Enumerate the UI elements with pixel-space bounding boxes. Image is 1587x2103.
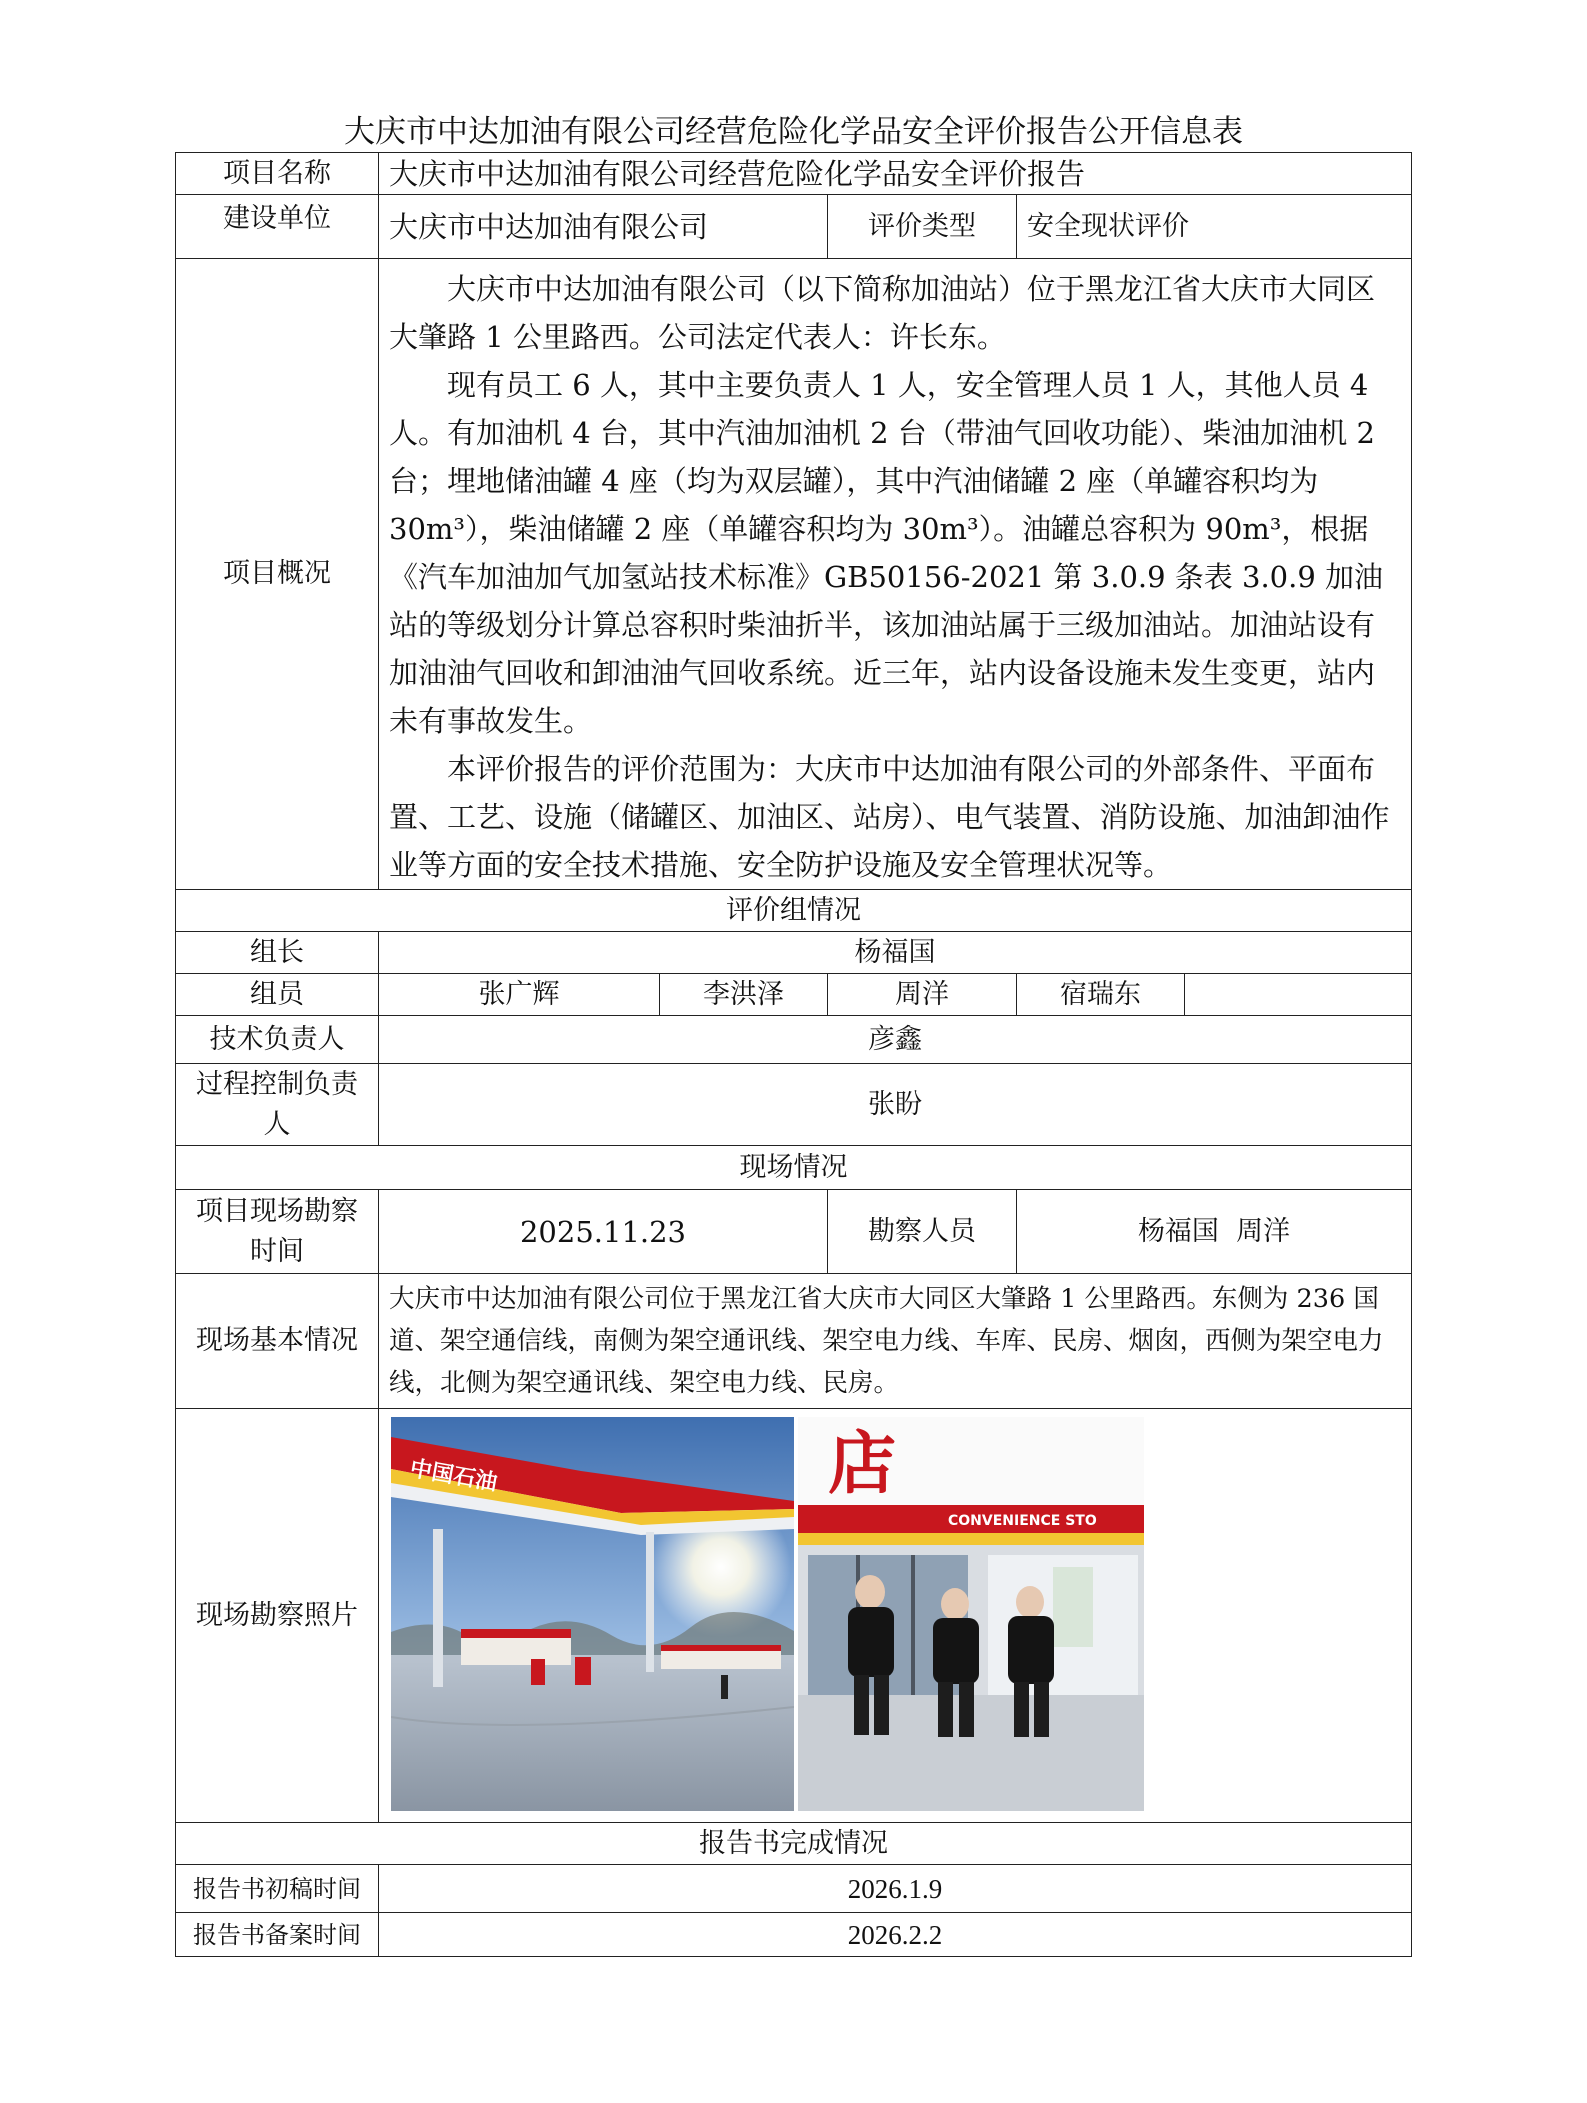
project-name-value: 大庆市中达加油有限公司经营危险化学品安全评价报告 bbox=[379, 153, 1412, 195]
row-site-basic bbox=[176, 1274, 1412, 1409]
site-time-label: 项目现场勘察时间 bbox=[176, 1190, 379, 1274]
member-cell bbox=[1185, 974, 1412, 1016]
draft-value: 2026.1.9 bbox=[379, 1865, 1412, 1913]
photo1-sign-text: 中国石油 bbox=[407, 1456, 499, 1497]
unit-value: 大庆市中达加油有限公司 bbox=[379, 195, 828, 259]
row-overview bbox=[176, 259, 1412, 890]
site-section-header: 现场情况 bbox=[176, 1146, 1412, 1190]
row-tech bbox=[176, 1016, 1412, 1064]
site-basic-label: 现场基本情况 bbox=[176, 1274, 379, 1409]
members-label: 组员 bbox=[176, 974, 379, 1016]
filing-label: 报告书备案时间 bbox=[176, 1913, 379, 1957]
filing-value: 2026.2.2 bbox=[379, 1913, 1412, 1957]
row-unit bbox=[176, 195, 1412, 259]
row-photos bbox=[176, 1409, 1412, 1823]
project-name-label: 项目名称 bbox=[176, 153, 379, 195]
tech-label: 技术负责人 bbox=[176, 1016, 379, 1064]
row-project-name bbox=[176, 153, 1412, 195]
store-image bbox=[798, 1417, 1144, 1811]
process-value: 张盼 bbox=[379, 1064, 1412, 1146]
row-members bbox=[176, 974, 1412, 1016]
tech-value: 彦鑫 bbox=[379, 1016, 1412, 1064]
row-site-time bbox=[176, 1190, 1412, 1274]
overview-text bbox=[379, 259, 1412, 890]
site-time-value: 2025.11.23 bbox=[379, 1190, 828, 1274]
member-cell: 宿瑞东 bbox=[1017, 974, 1185, 1016]
info-table bbox=[175, 152, 1412, 1957]
member-cell: 周洋 bbox=[828, 974, 1017, 1016]
member-cell: 张广辉 bbox=[379, 974, 660, 1016]
store-photo bbox=[798, 1417, 1144, 1811]
row-process bbox=[176, 1064, 1412, 1146]
overview-label: 项目概况 bbox=[176, 259, 379, 890]
gas-station-photo bbox=[391, 1417, 794, 1811]
overview-paragraph: 本评价报告的评价范围为：大庆市中达加油有限公司的外部条件、平面布置、工艺、设施（储罐区、加油区、站房）、电气装置、消防设施、加油卸油作业等方面的安全技术措施、安全防护设施及安全管理状况等。 bbox=[389, 752, 1390, 882]
report-section-header: 报告书完成情况 bbox=[176, 1823, 1412, 1865]
photo2-store-glyph: 店 bbox=[828, 1425, 897, 1504]
site-staff-label: 勘察人员 bbox=[828, 1190, 1017, 1274]
member-cell: 李洪泽 bbox=[660, 974, 828, 1016]
row-site-section bbox=[176, 1146, 1412, 1190]
overview-paragraph: 现有员工 6 人，其中主要负责人 1 人，安全管理人员 1 人，其他人员 4 人。有加油机 4 台，其中汽油加油机 2 台（带油气回收功能）、柴油加油机 2 台；埋地储油罐 4 座（均为双层罐），其中汽油储罐 2 座（单罐容积均为 30m³），柴油储罐 2 座（单罐容积均为 30m³）。油罐总容积为 90m³，根据《汽车加油加气加氢站技术标准》GB50156-2021 第 3.0.9 条表 3.0.9 加油站的等级划分计算总容积时柴油折半，该加油站属于三级加油站。加油站设有加油油气回收和卸油油气回收系统。近三年，站内设备设施未发生变更，站内未有事故发生。 bbox=[389, 368, 1384, 738]
photos-label: 现场勘察照片 bbox=[176, 1409, 379, 1823]
unit-label: 建设单位 bbox=[176, 195, 379, 259]
photos-cell bbox=[379, 1409, 1412, 1823]
eval-type-value: 安全现状评价 bbox=[1017, 195, 1412, 259]
draft-label: 报告书初稿时间 bbox=[176, 1865, 379, 1913]
leader-value: 杨福国 bbox=[379, 932, 1412, 974]
overview-paragraph: 大庆市中达加油有限公司（以下简称加油站）位于黑龙江省大庆市大同区大肇路 1 公里路西。公司法定代表人：许长东。 bbox=[389, 272, 1376, 354]
row-filing bbox=[176, 1913, 1412, 1957]
leader-label: 组长 bbox=[176, 932, 379, 974]
row-draft bbox=[176, 1865, 1412, 1913]
document-title: 大庆市中达加油有限公司经营危险化学品安全评价报告公开信息表 bbox=[344, 114, 1243, 150]
photo2-sign-text: CONVENIENCE STO bbox=[948, 1513, 1097, 1529]
team-section-header: 评价组情况 bbox=[176, 890, 1412, 932]
row-leader bbox=[176, 932, 1412, 974]
eval-type-label: 评价类型 bbox=[828, 195, 1017, 259]
row-team-section bbox=[176, 890, 1412, 932]
process-label: 过程控制负责人 bbox=[176, 1064, 379, 1146]
site-basic-value: 大庆市中达加油有限公司位于黑龙江省大庆市大同区大肇路 1 公里路西。东侧为 236 国道、架空通信线，南侧为架空通讯线、架空电力线、车库、民房、烟囱，西侧为架空电力线，北侧为架空通讯线、架空电力线、民房。 bbox=[379, 1274, 1412, 1409]
site-staff-value: 杨福国 周洋 bbox=[1017, 1190, 1412, 1274]
row-report-section bbox=[176, 1823, 1412, 1865]
gas-station-image bbox=[391, 1417, 794, 1811]
